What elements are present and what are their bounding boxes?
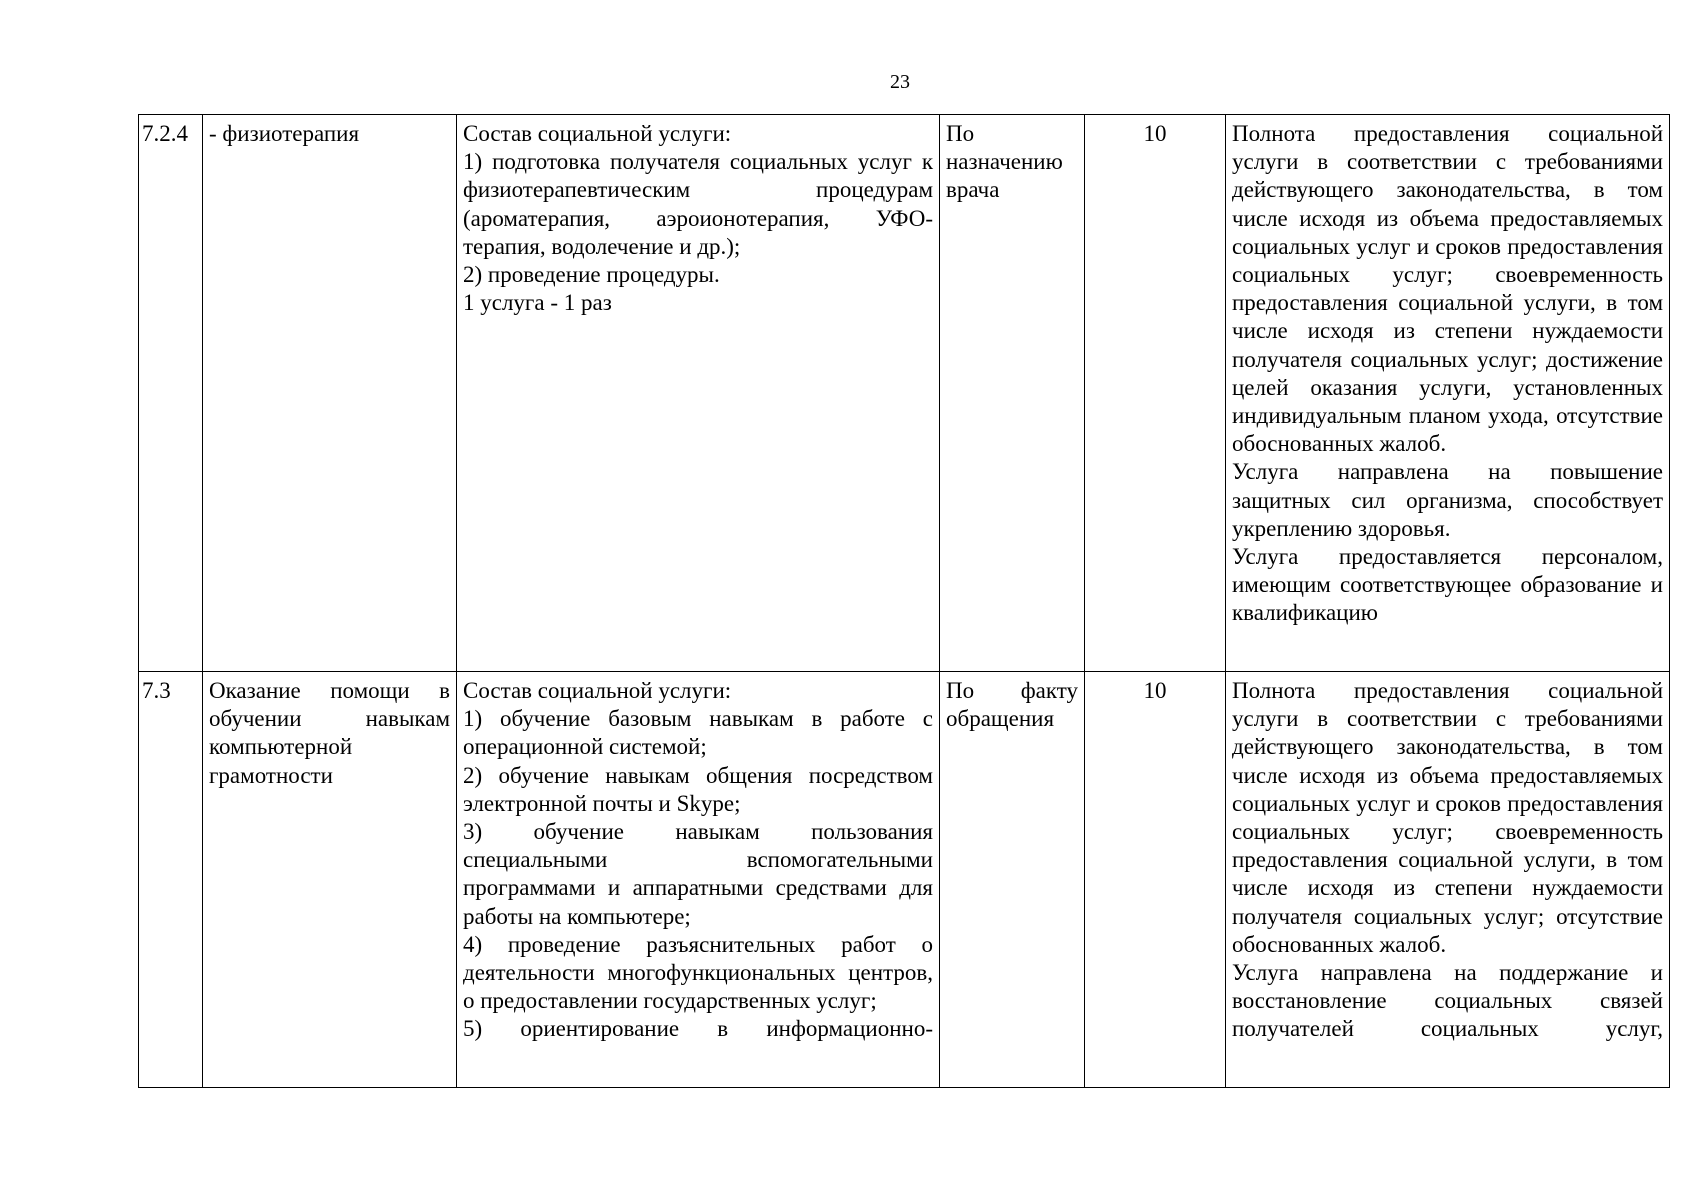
composition-item: 5) ориентирование в информационно- — [463, 1016, 933, 1042]
quality-paragraph: Полнота предоставления социальной услуги в соответствии с требованиями действующего законодательства, в том числе исходя из объема предоставляемых социальных услуг и сроков предоставления социальных услуг; своевременность предоставления социальной услуги, в том числе исходя из степени нуждаемости получателя социальных услуг; достижение целей оказания услуги, установленных индивидуальным планом ухода, отсутствие обоснованных жалоб. — [1232, 121, 1663, 457]
table-row — [139, 672, 1670, 1088]
service-periodicity: По факту обращения — [940, 672, 1085, 1088]
composition-unit: 1 услуга - 1 раз — [463, 290, 612, 316]
composition-item: 3) обучение навыкам пользования специальными вспомогательными программами и аппаратными средствами для работы на компьютере; — [463, 819, 933, 929]
composition-heading: Состав социальной услуги: — [463, 678, 732, 703]
page-number: 23 — [890, 71, 910, 93]
service-code: 7.3 — [139, 672, 203, 1088]
service-name: Оказание помощи в обучении навыкам компьютерной грамотности — [203, 672, 457, 1088]
composition-item: 1) обучение базовым навыкам в работе с операционной системой; — [463, 706, 933, 760]
composition-item: 4) проведение разъяснительных работ о деятельности многофункциональных центров, о предоставлении государственных услуг; — [463, 931, 933, 1014]
composition-heading: Состав социальной услуги: — [463, 121, 732, 146]
table-row — [139, 115, 1670, 672]
service-code: 7.2.4 — [139, 115, 203, 672]
service-composition — [457, 115, 940, 672]
quality-paragraph: Услуга направлена на поддержание и восстановление социальных связей получателей социальных услуг, — [1232, 960, 1663, 1042]
quality-paragraph: Услуга направлена на повышение защитных сил организма, способствует укреплению здоровья. — [1232, 459, 1663, 541]
composition-item: 2) обучение навыкам общения посредством электронной почты и Skype; — [463, 762, 933, 816]
service-periodicity: По назначению врача — [940, 115, 1085, 672]
service-quality — [1226, 115, 1670, 672]
composition-item: 1) подготовка получателя социальных услуг к физиотерапевтическим процедурам (ароматерапия, аэроионотерапия, УФО-терапия, водолечение и др.); — [463, 149, 933, 259]
service-duration: 10 — [1085, 672, 1226, 1088]
composition-item: 2) проведение процедуры. — [463, 262, 720, 288]
quality-paragraph: Услуга предоставляется персоналом, имеющим соответствующее образование и квалификацию — [1232, 544, 1663, 626]
service-composition — [457, 672, 940, 1088]
service-name: - физиотерапия — [203, 115, 457, 672]
service-quality — [1226, 672, 1670, 1088]
service-duration: 10 — [1085, 115, 1226, 672]
services-table — [138, 114, 1670, 1088]
quality-paragraph: Полнота предоставления социальной услуги в соответствии с требованиями действующего законодательства, в том числе исходя из объема предоставляемых социальных услуг и сроков предоставления социальных услуг; своевременность предоставления социальной услуги, в том числе исходя из степени нуждаемости получателя социальных услуг; отсутствие обоснованных жалоб. — [1232, 678, 1663, 957]
